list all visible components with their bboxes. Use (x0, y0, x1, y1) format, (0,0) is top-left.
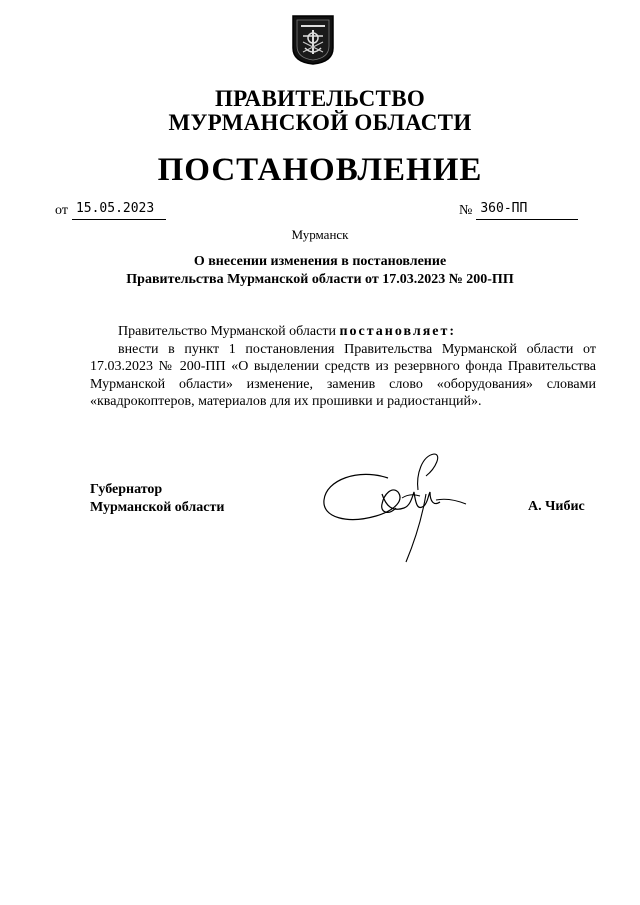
handwritten-signature-icon (318, 450, 468, 565)
decree-body (90, 323, 596, 411)
org-title-line-1: ПРАВИТЕЛЬСТВО (214, 86, 426, 111)
subject-line-1: О внесении изменения в постановление (193, 254, 447, 269)
date-value: 15.05.2023 (72, 200, 166, 220)
date-label: от (55, 203, 68, 218)
number-value: 360-ПП (476, 200, 578, 220)
decree-intro: Правительство Мурманской области (118, 324, 336, 339)
signer-name: А. Чибис (528, 499, 585, 514)
decree-word: постановляет: (339, 324, 457, 339)
murmansk-coat-of-arms-icon (291, 14, 335, 66)
document-number (459, 200, 578, 220)
signer-position (90, 481, 224, 516)
subject-line-2: Правительства Мурманской области от 17.03.2023 № 200-ПП (126, 272, 514, 287)
city-name: Мурманск (291, 227, 349, 242)
signer-position-line-2: Мурманской области (90, 499, 225, 515)
org-title-line-2: МУРМАНСКОЙ ОБЛАСТИ (168, 110, 472, 135)
document-date (55, 200, 166, 220)
signer-position-line-1: Губернатор (90, 482, 163, 497)
decree-text: внести в пункт 1 постановления Правительства Мурманской области от 17.03.2023 № 200-ПП «О выделении средств из резервного фонда Правительства Мурманской области» изменение, заменив слово «оборудования» словами «квадрокоптеров, материалов для их прошивки и радиостанций». (90, 341, 596, 409)
decree-intro-paragraph (90, 323, 596, 341)
number-label: № (459, 203, 473, 218)
document-type-title: ПОСТАНОВЛЕНИЕ (157, 152, 483, 188)
